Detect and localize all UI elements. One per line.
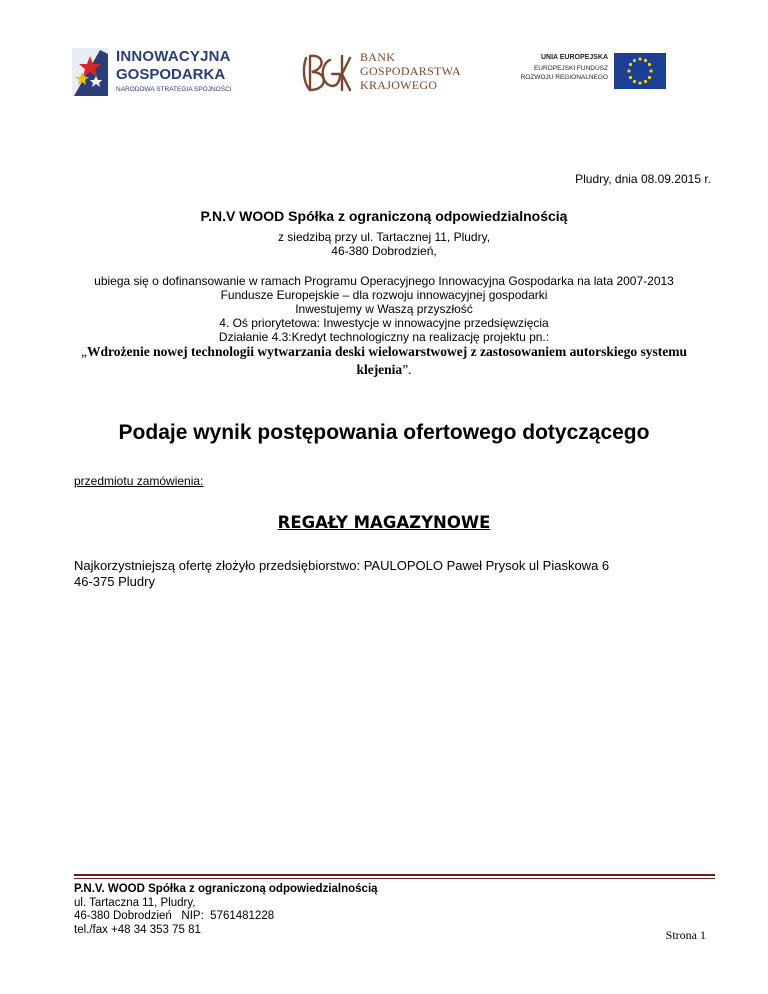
program-line5: Działanie 4.3:Kredyt technologiczny na realizację projektu pn.: <box>218 330 550 344</box>
offer-result-line1: Najkorzystniejszą ofertę złożyło przedsiębiorstwo: PAULOPOLO Paweł Prysok ul Piaskowa 6 <box>74 558 610 573</box>
project-close-quote: ”. <box>402 362 412 377</box>
innowacyjna-gospodarka-logo <box>70 42 250 102</box>
project-title <box>58 343 710 379</box>
eu-line2: EUROPEJSKI FUNDUSZ <box>533 65 608 72</box>
bgk-line2: GOSPODARSTWA <box>360 64 461 78</box>
innowacyjna-line1: INNOWACYJNA <box>116 48 231 65</box>
eu-line3: ROZWOJU REGIONALNEGO <box>520 74 608 81</box>
bgk-logo <box>300 48 470 96</box>
document-date: Pludry, dnia 08.09.2015 r. <box>575 172 711 186</box>
innowacyjna-line2: GOSPODARKA <box>116 66 226 83</box>
project-title-text2: klejenia <box>356 362 403 377</box>
page-heading: Podaje wynik postępowania ofertowego dotyczącego <box>118 421 650 444</box>
footer-address <box>74 883 378 937</box>
offer-result-line2: 46-375 Pludry <box>74 574 155 589</box>
subject-label: przedmiotu zamówienia: <box>74 474 204 488</box>
project-title-text1: Wdrożenie nowej technologii wytwarzania deski wielowarstwowej z zastosowaniem autorskiego systemu <box>86 344 688 359</box>
eu-logo <box>518 50 668 92</box>
footer-divider <box>74 874 715 876</box>
company-address-line1: z siedzibą przy ul. Tartacznej 11, Pludry, <box>277 230 491 244</box>
company-name: P.N.V WOOD Spółka z ograniczoną odpowiedzialnością <box>200 208 568 224</box>
eu-line1: UNIA EUROPEJSKA <box>540 54 608 61</box>
program-line1: ubiega się o dofinansowanie w ramach Programu Operacyjnego Innowacyjna Gospodarka na lata 2007-2013 <box>94 274 674 288</box>
footer-street: ul. Tartaczna 11, Pludry, <box>74 896 196 909</box>
project-title-line2 <box>58 361 710 379</box>
program-info <box>60 274 708 344</box>
project-open-quote: „ <box>80 344 87 359</box>
order-subject: REGAŁY MAGAZYNOWE <box>277 513 491 532</box>
footer-phone: tel./fax +48 34 353 75 81 <box>74 923 201 936</box>
company-address <box>60 230 708 258</box>
footer-city-nip: 46-380 Dobrodzień NIP: 5761481228 <box>74 910 275 922</box>
program-line4: 4. Oś priorytetowa: Inwestycje w innowacyjne przedsięwzięcia <box>219 316 549 330</box>
footer-company-name: P.N.V. WOOD Spółka z ograniczoną odpowiedzialnością <box>74 883 378 895</box>
innowacyjna-line3: NARODOWA STRATEGIA SPÓJNOŚCI <box>116 86 232 93</box>
bgk-line1: BANK <box>360 50 396 64</box>
company-address-line2: 46-380 Dobrodzień, <box>331 244 437 258</box>
footer-divider-thin <box>74 878 715 879</box>
bgk-monogram-icon <box>300 50 352 94</box>
eu-flag-icon <box>614 53 666 89</box>
page-number: Strona 1 <box>665 928 706 942</box>
offer-result <box>74 558 714 590</box>
bgk-line3: KRAJOWEGO <box>360 78 438 92</box>
program-line3: Inwestujemy w Waszą przyszłość <box>295 302 473 316</box>
innowacyjna-star-icon <box>70 42 112 98</box>
project-title-line1 <box>58 343 710 361</box>
program-line2: Fundusze Europejskie – dla rozwoju innowacyjnej gospodarki <box>220 288 548 302</box>
